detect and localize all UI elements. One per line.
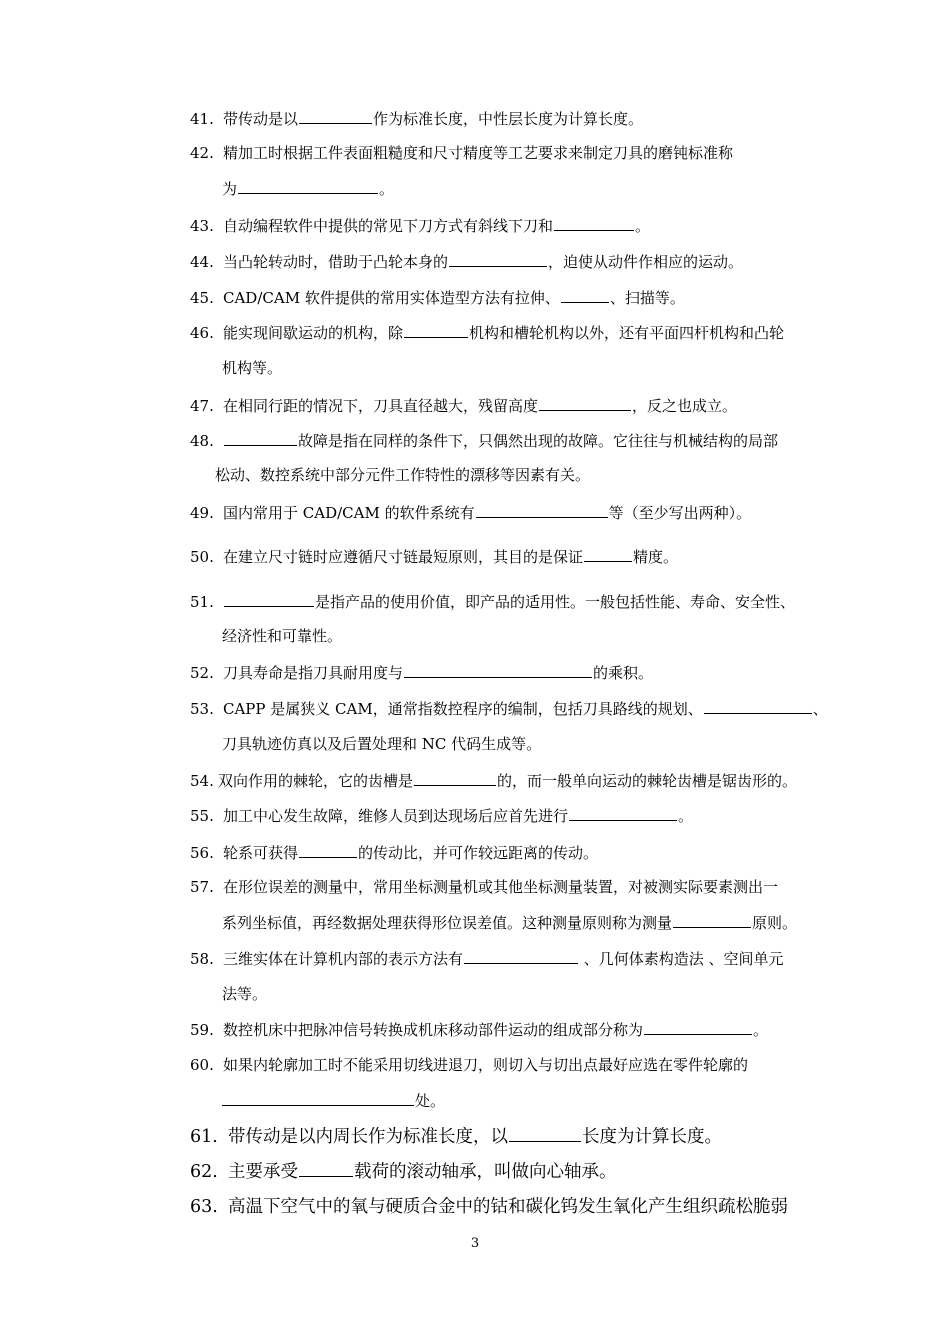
question-58-continued: 法等。 [222,985,268,1003]
question-48-continued: 松动、数控系统中部分元件工作特性的漂移等因素有关。 [215,466,591,484]
answer-blank [569,805,677,821]
question-53-continued: 刀具轨迹仿真以及后置处理和 NC 代码生成等。 [222,735,542,753]
answer-blank [404,662,592,678]
question-46: 46. 能实现间歇运动的机构，除 机构和槽轮机构以外，还有平面四杆机构和凸轮 [190,324,785,342]
question-58: 58. 三维实体在计算机内部的表示方法有 、几何体素构造法 、空间单元 [190,950,784,968]
question-51: 51. 是指产品的使用价值，即产品的适用性。一般包括性能、寿命、安全性、 [190,593,796,611]
answer-blank [404,322,468,338]
question-54: 54. 双向作用的棘轮，它的齿槽是 的，而一般单向运动的棘轮齿槽是锯齿形的。 [190,772,798,790]
answer-blank [464,948,578,964]
question-50: 50. 在建立尺寸链时应遵循尺寸链最短原则，其目的是保证 精度。 [190,548,679,566]
question-60: 60. 如果内轮廓加工时不能采用切线进退刀，则切入与切出点最好应选在零件轮廓的 [190,1056,749,1074]
question-57: 57. 在形位误差的测量中，常用坐标测量机或其他坐标测量装置，对被测实际要素测出一 [190,878,779,896]
question-43: 43. 自动编程软件中提供的常见下刀方式有斜线下刀和 。 [190,217,651,235]
question-60-continued: 处。 [222,1090,445,1111]
question-63: 63. 高温下空气中的氧与硬质合金中的钴和碳化钨发生氧化产生组织疏松脆弱 [190,1197,788,1217]
answer-blank [539,395,631,411]
question-55: 55. 加工中心发生故障，维修人员到达现场后应首先进行 。 [190,807,694,825]
question-45: 45. CAD/CAM 软件提供的常用实体造型方法有拉伸、 、扫描等。 [190,289,685,307]
question-44: 44. 当凸轮转动时，借助于凸轮本身的 ，迫使从动件作相应的运动。 [190,253,744,271]
answer-blank [299,1159,353,1177]
answer-blank [704,698,812,714]
question-56: 56. 轮系可获得 的传动比，并可作较远距离的传动。 [190,844,599,862]
question-53: 53. CAPP 是属狭义 CAM，通常指数控程序的编制，包括刀具路线的规划、 、 [190,700,828,718]
answer-blank [509,1124,581,1142]
answer-blank [299,108,372,124]
answer-blank [224,430,297,446]
question-51-continued: 经济性和可靠性。 [222,627,343,645]
question-41: 41. 带传动是以 作为标准长度，中性层长度为计算长度。 [190,110,644,128]
answer-blank [644,1019,752,1035]
question-42: 42. 精加工时根据工件表面粗糙度和尺寸精度等工艺要求来制定刀具的磨钝标准称 [190,144,734,162]
question-61: 61. 带传动是以内周长作为标准长度，以 长度为计算长度。 [190,1124,722,1149]
question-59: 59. 数控机床中把脉冲信号转换成机床移动部件运动的组成部分称为 。 [190,1021,769,1039]
answer-blank [222,1090,414,1106]
question-57-continued: 系列坐标值，再经数据处理获得形位误差值。这种测量原则称为测量 原则。 [222,914,798,932]
question-42-continued: 为 。 [222,180,395,198]
answer-blank [224,591,314,607]
question-48: 48. 故障是指在同样的条件下，只偶然出现的故障。它往往与机械结构的局部 [190,432,779,450]
answer-blank [561,287,609,303]
answer-blank [414,770,496,786]
answer-blank [584,546,632,562]
answer-blank [476,502,608,518]
answer-blank [673,912,751,928]
question-52: 52. 刀具寿命是指刀具耐用度与 的乘积。 [190,664,654,682]
answer-blank [554,215,634,231]
question-49: 49. 国内常用于 CAD/CAM 的软件系统有 等（至少写出两种）。 [190,504,752,522]
answer-blank [238,178,378,194]
page-number: 3 [470,1236,480,1251]
question-62: 62. 主要承受 载荷的滚动轴承，叫做向心轴承。 [190,1159,617,1184]
answer-blank [449,251,547,267]
answer-blank [299,842,357,858]
question-46-continued: 机构等。 [222,359,283,377]
question-47: 47. 在相同行距的情况下，刀具直径越大，残留高度 ，反之也成立。 [190,397,738,415]
